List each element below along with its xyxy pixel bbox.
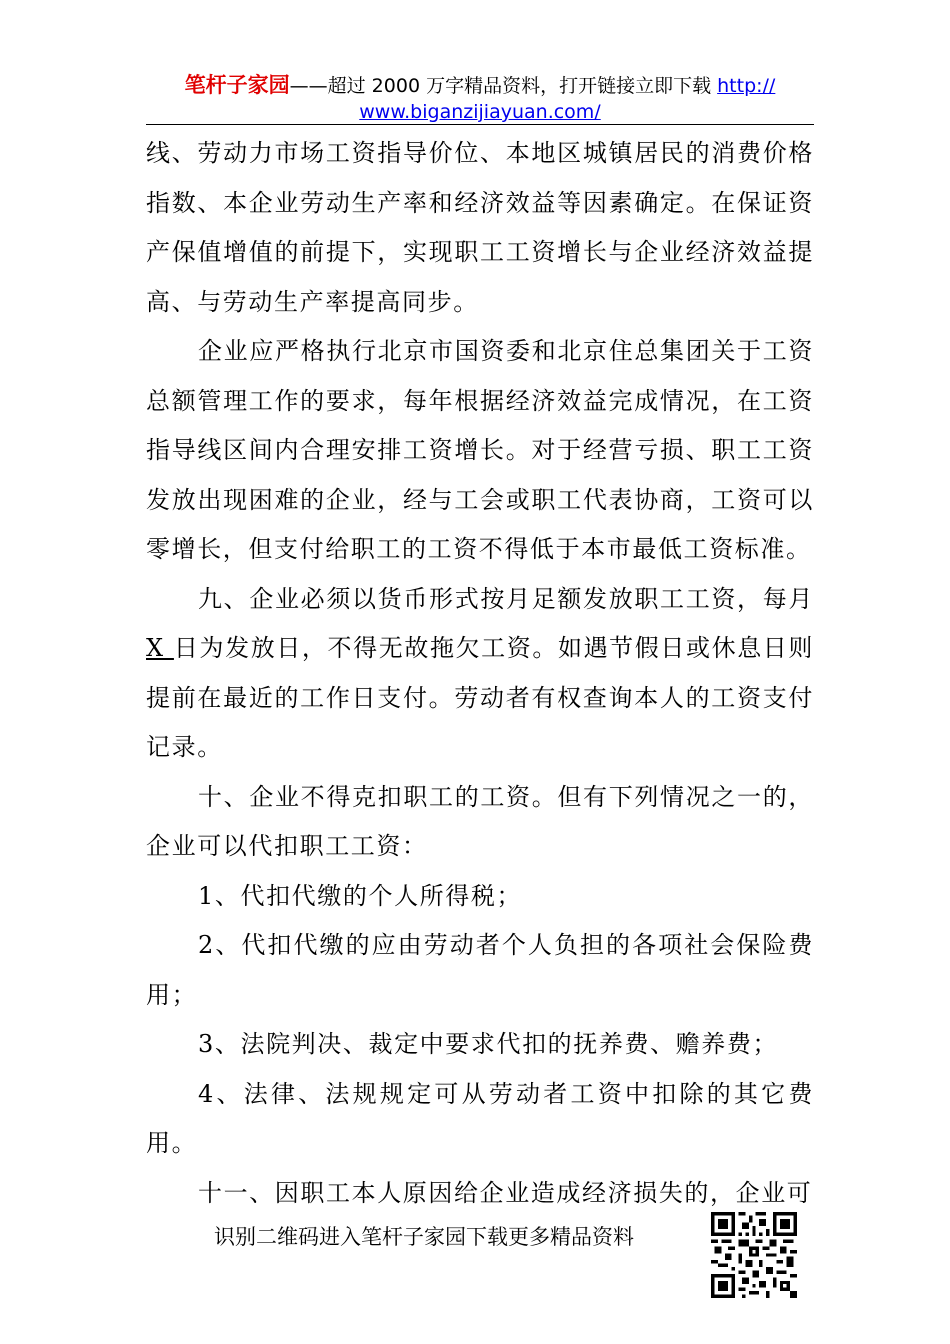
site-name: 笔杆子家园 <box>184 73 290 97</box>
header-divider <box>146 124 814 125</box>
list-item: 1、代扣代缴的个人所得税； <box>198 881 523 910</box>
list-item: 4、法律、法规规定可从劳动者工资中扣除的其它费用。 <box>146 1079 814 1157</box>
document-body <box>146 129 814 1218</box>
download-link-part2: www.biganzijiayuan.com/ <box>359 101 601 123</box>
list-item: 3、法院判决、裁定中要求代扣的抚养费、赡养费； <box>198 1030 779 1058</box>
list-item: 2、代扣代缴的应由劳动者个人负担的各项社会保险费用； <box>146 931 814 1009</box>
paragraph-article-11: 十一、因职工本人原因给企业造成经济损失的，企业可 <box>198 1178 813 1207</box>
pay-day-blank: X <box>146 634 174 662</box>
qr-code-icon[interactable] <box>711 1212 797 1298</box>
footer-caption: 识别二维码进入笔杆子家园下载更多精品资料 <box>214 1225 634 1249</box>
article-9-text-b: 日为发放日，不得无故拖欠工资。如遇节假日或休息日则提前在最近的工作日支付。劳动者有权查询本人的工资支付记录。 <box>146 634 814 761</box>
paragraph-wage-total: 企业应严格执行北京市国资委和北京住总集团关于工资总额管理工作的要求，每年根据经济效益完成情况，在工资指导线区间内合理安排工资增长。对于经营亏损、职工工资发放出现困难的企业，经与工会或职工代表协商，工资可以零增长，但支付给职工的工资不得低于本市最低工资标准。 <box>146 337 814 563</box>
paragraph-article-9 <box>146 575 814 773</box>
page-header <box>146 72 814 125</box>
header-tagline: ——超过 2000 万字精品资料，打开链接立即下载 <box>289 75 718 97</box>
article-9-text-a: 九、企业必须以货币形式按月足额发放职工工资，每月 <box>198 584 814 613</box>
download-link-part1: http:// <box>717 75 776 97</box>
paragraph-article-10: 十、企业不得克扣职工的工资。但有下列情况之一的，企业可以代扣职工工资： <box>146 782 814 860</box>
paragraph-continuation: 线、劳动力市场工资指导价位、本地区城镇居民的消费价格指数、本企业劳动生产率和经济效益等因素确定。在保证资产保值增值的前提下，实现职工工资增长与企业经济效益提高、与劳动生产率提高同步。 <box>146 139 814 316</box>
